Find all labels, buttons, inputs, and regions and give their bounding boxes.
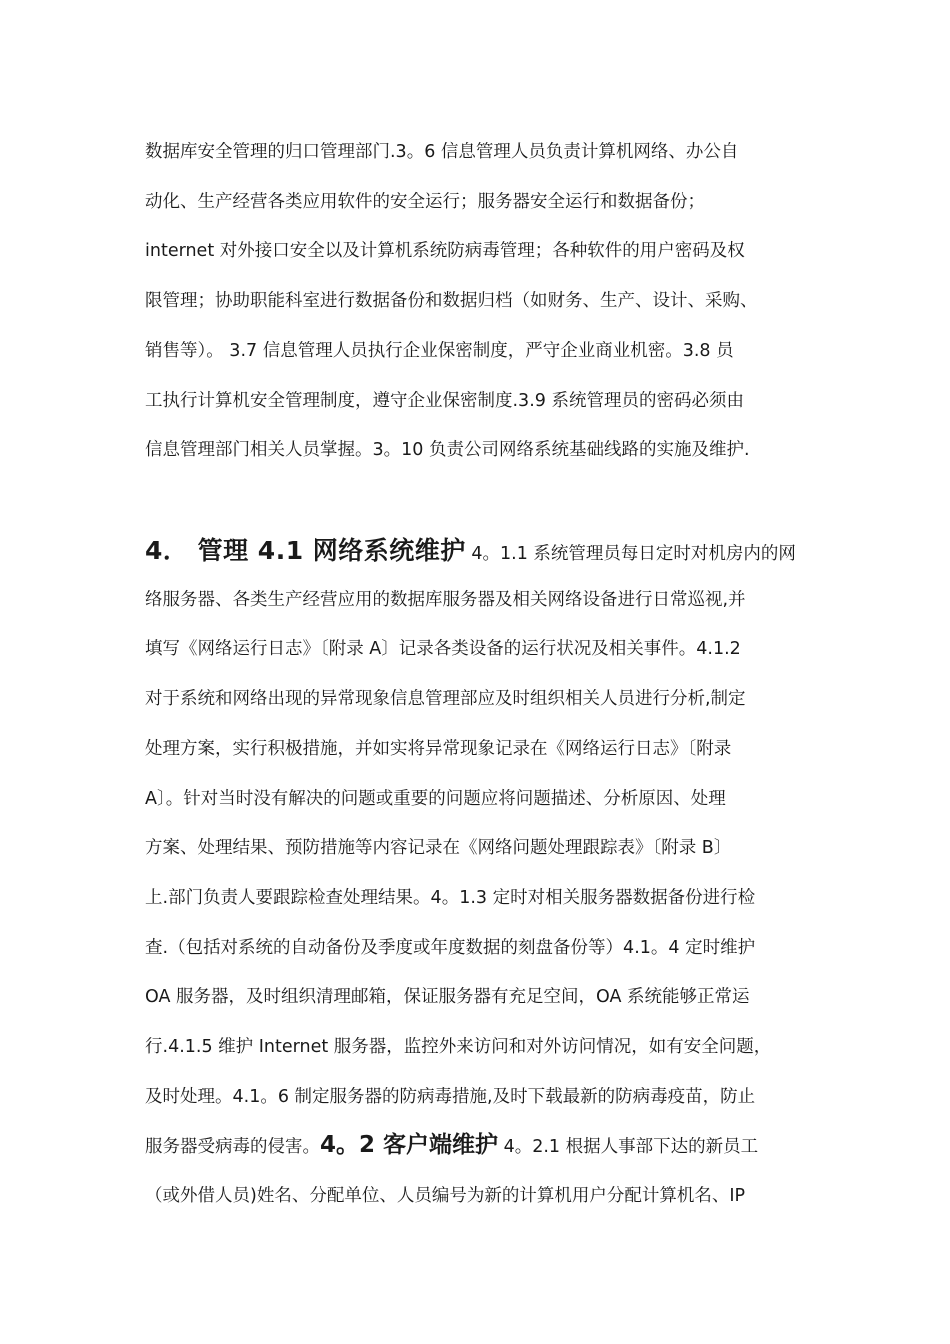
subheading-line bbox=[145, 1130, 825, 1162]
section-heading: 4． 管理 4.1 网络系统维护 bbox=[145, 536, 466, 565]
paragraph-line: 方案、处理结果、预防措施等内容记录在《网络问题处理跟踪表》〔附录 B〕 bbox=[145, 838, 732, 858]
paragraph-line: 行.4.1.5 维护 Internet 服务器，监控外来访问和对外访问情况，如有安全问题， bbox=[145, 1037, 772, 1057]
paragraph-text: 4。2.1 根据人事部下达的新员工 bbox=[498, 1137, 759, 1157]
paragraph-line: 及时处理。4.1。6 制定服务器的防病毒措施,及时下载最新的防病毒疫苗，防止 bbox=[145, 1087, 756, 1107]
paragraph-text: 服务器受病毒的侵害。 bbox=[145, 1137, 320, 1157]
paragraph-line: internet 对外接口安全以及计算机系统防病毒管理；各种软件的用户密码及权 bbox=[145, 241, 745, 261]
paragraph-line: 络服务器、各类生产经营应用的数据库服务器及相关网络设备进行日常巡视,并 bbox=[145, 590, 746, 610]
section-heading-text: 4。1.1 系统管理员每日定时对机房内的网 bbox=[465, 544, 796, 564]
paragraph-line: 填写《网络运行日志》〔附录 A〕记录各类设备的运行状况及相关事件。4.1.2 bbox=[145, 639, 741, 659]
subsection-heading: 4。2 客户端维护 bbox=[320, 1132, 499, 1158]
paragraph-line: 查.（包括对系统的自动备份及季度或年度数据的刻盘备份等）4.1。4 定时维护 bbox=[145, 938, 756, 958]
paragraph-line: 数据库安全管理的归口管理部门.3。6 信息管理人员负责计算机网络、办公自 bbox=[145, 142, 739, 162]
paragraph-line: （或外借人员)姓名、分配单位、人员编号为新的计算机用户分配计算机名、IP bbox=[145, 1186, 746, 1206]
paragraph-line: 工执行计算机安全管理制度，遵守企业保密制度.3.9 系统管理员的密码必须由 bbox=[145, 391, 744, 411]
paragraph-line: 上.部门负责人要跟踪检查处理结果。4。1.3 定时对相关服务器数据备份进行检 bbox=[145, 888, 756, 908]
paragraph-line: 动化、生产经营各类应用软件的安全运行；服务器安全运行和数据备份； bbox=[145, 192, 705, 212]
paragraph-line: 销售等）。 3.7 信息管理人员执行企业保密制度，严守企业商业机密。3.8 员 bbox=[145, 341, 734, 361]
paragraph-line: 处理方案，实行积极措施，并如实将异常现象记录在《网络运行日志》〔附录 bbox=[145, 739, 732, 759]
paragraph-line: 对于系统和网络出现的异常现象信息管理部应及时组织相关人员进行分析,制定 bbox=[145, 689, 746, 709]
paragraph-line: 限管理；协助职能科室进行数据备份和数据归档（如财务、生产、设计、采购、 bbox=[145, 291, 758, 311]
paragraph-line: OA 服务器，及时组织清理邮箱，保证服务器有充足空间，OA 系统能够正常运 bbox=[145, 987, 750, 1007]
paragraph-line: A〕。针对当时没有解决的问题或重要的问题应将问题描述、分析原因、处理 bbox=[145, 789, 726, 809]
section-heading-line bbox=[145, 535, 825, 570]
paragraph-line: 信息管理部门相关人员掌握。3。10 负责公司网络系统基础线路的实施及维护. bbox=[145, 440, 750, 460]
